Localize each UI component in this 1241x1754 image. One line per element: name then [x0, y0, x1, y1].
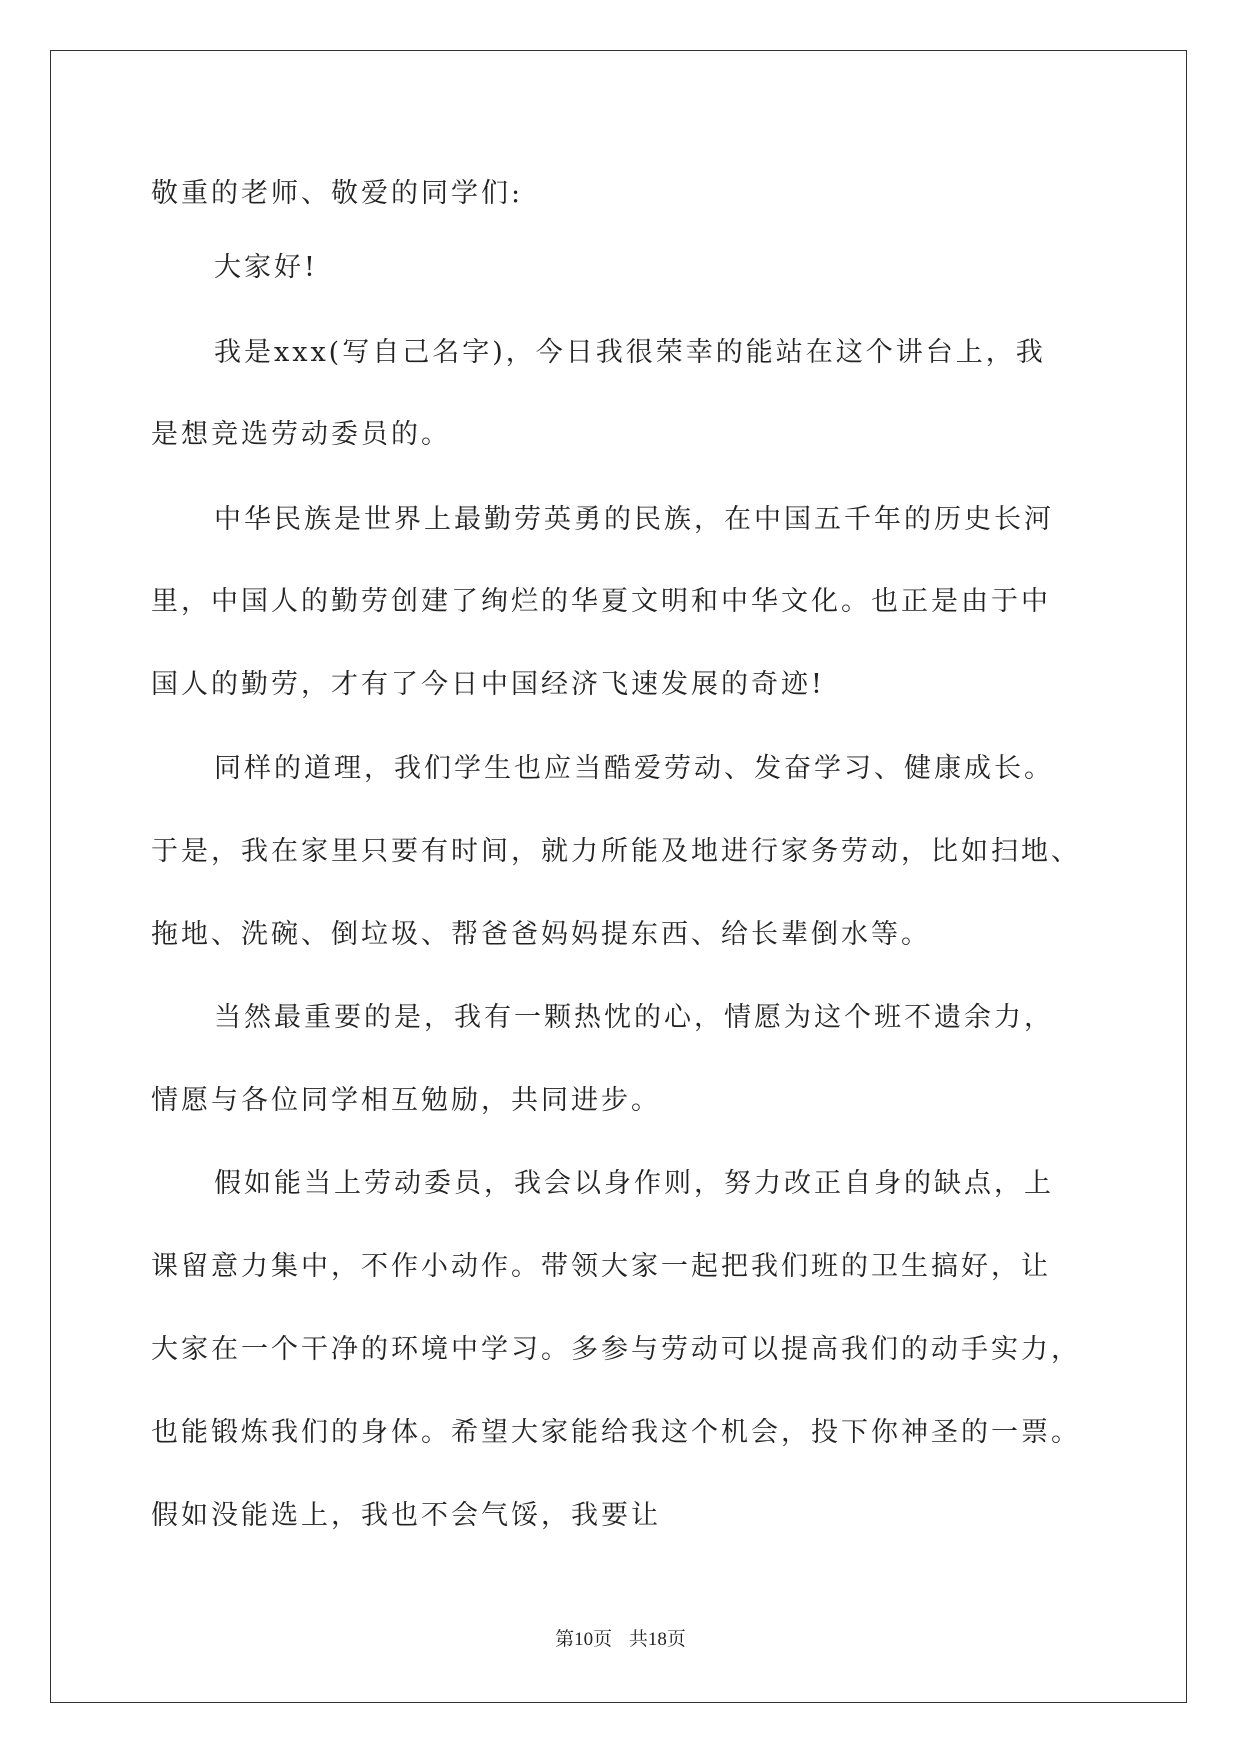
salutation-line: 敬重的老师、敬爱的同学们:	[151, 178, 524, 209]
page-number: 第10页	[555, 1629, 613, 1650]
paragraph-line: 假如没能选上，我也不会气馁，我要让	[151, 1500, 661, 1531]
paragraph-line: 里，中国人的勤劳创建了绚烂的华夏文明和中华文化。也正是由于中	[151, 586, 1051, 617]
page-border	[50, 50, 1187, 1703]
page-total: 共18页	[628, 1629, 686, 1650]
greeting-line: 大家好!	[214, 252, 318, 283]
paragraph-line: 国人的勤劳，才有了今日中国经济飞速发展的奇迹!	[151, 669, 825, 700]
paragraph-line: 假如能当上劳动委员，我会以身作则，努力改正自身的缺点，上	[214, 1168, 1054, 1199]
paragraph-line: 情愿与各位同学相互勉励，共同进步。	[151, 1085, 661, 1116]
paragraph-line: 于是，我在家里只要有时间，就力所能及地进行家务劳动，比如扫地、	[151, 836, 1081, 867]
paragraph-line: 同样的道理，我们学生也应当酷爱劳动、发奋学习、健康成长。	[214, 753, 1054, 784]
paragraph-line: 是想竞选劳动委员的。	[151, 419, 451, 450]
paragraph-line: 当然最重要的是，我有一颗热忱的心，情愿为这个班不遗余力，	[214, 1002, 1054, 1033]
paragraph-line: 中华民族是世界上最勤劳英勇的民族，在中国五千年的历史长河	[214, 504, 1054, 535]
paragraph-line: 拖地、洗碗、倒垃圾、帮爸爸妈妈提东西、给长辈倒水等。	[151, 919, 931, 950]
paragraph-line: 大家在一个干净的环境中学习。多参与劳动可以提高我们的动手实力，	[151, 1334, 1081, 1365]
paragraph-line: 也能锻炼我们的身体。希望大家能给我这个机会，投下你神圣的一票。	[151, 1417, 1081, 1448]
paragraph-line: 我是xxx(写自己名字)，今日我很荣幸的能站在这个讲台上，我	[214, 337, 1046, 368]
page-footer	[0, 1624, 1241, 1651]
paragraph-line: 课留意力集中，不作小动作。带领大家一起把我们班的卫生搞好，让	[151, 1251, 1051, 1282]
